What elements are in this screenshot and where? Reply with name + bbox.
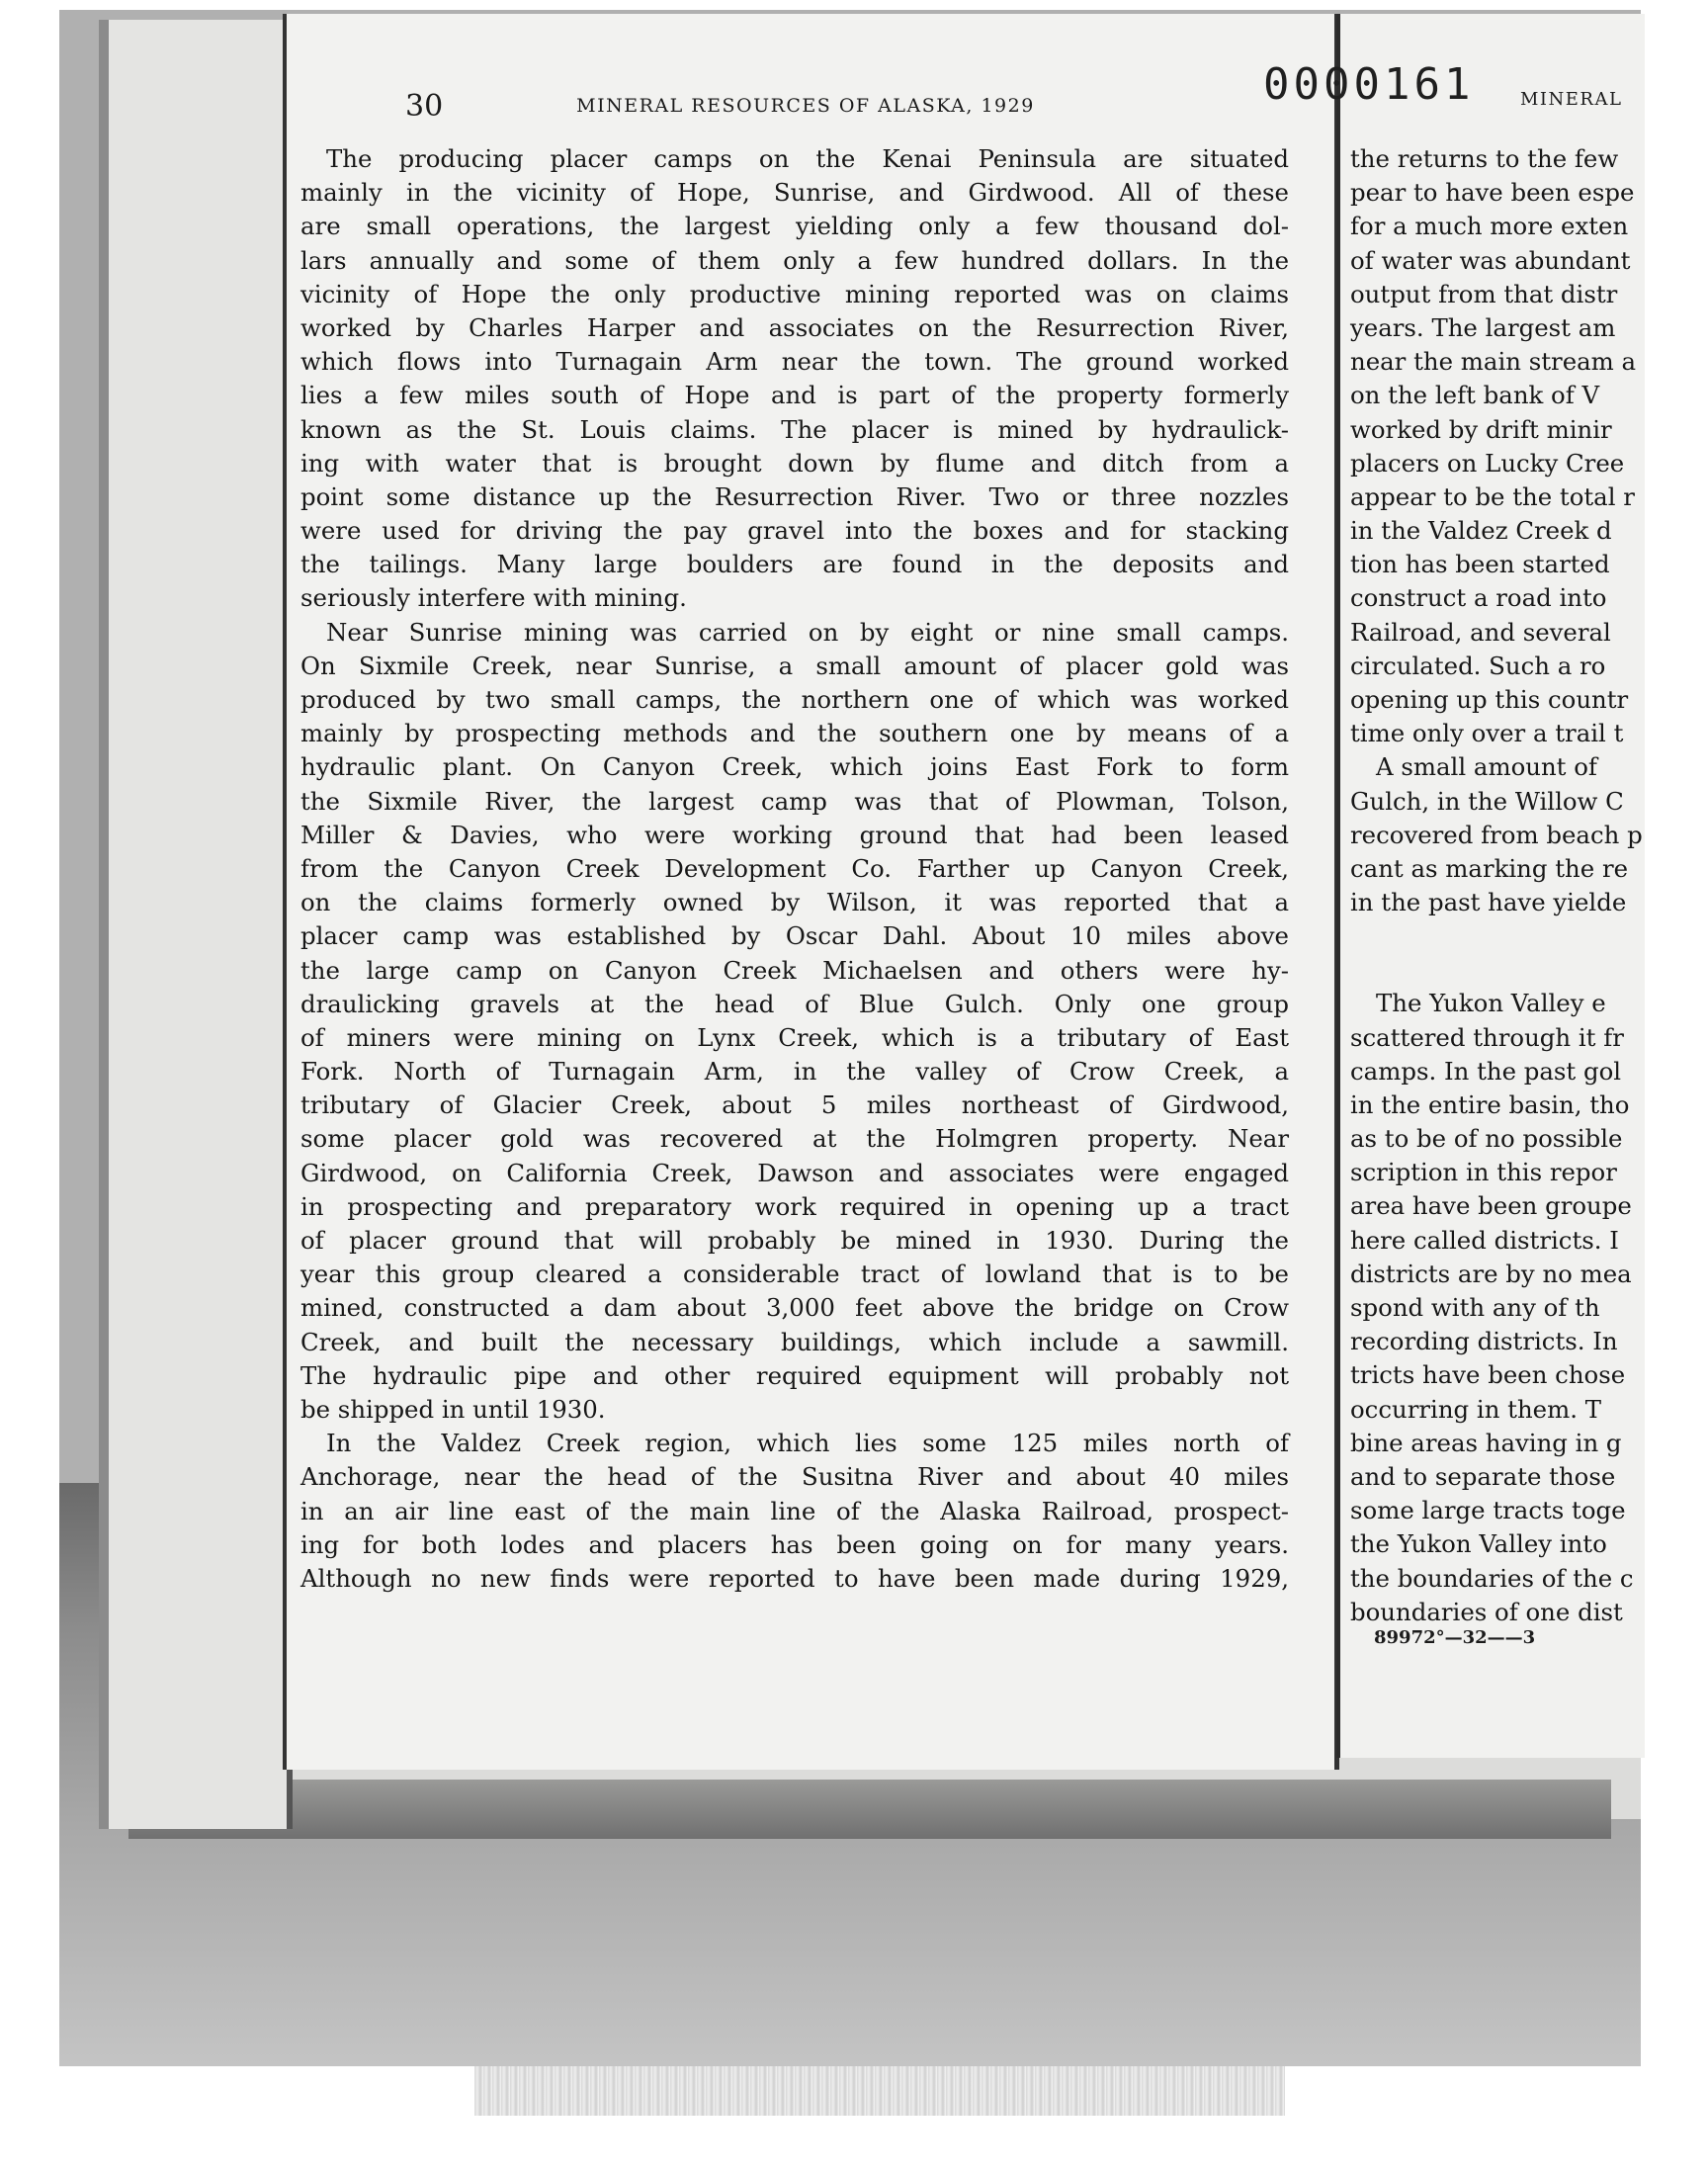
running-head: MINERAL RESOURCES OF ALASKA, 1929 — [576, 95, 1035, 117]
text-line: Fork. North of Turnagain Arm, in the valley of Crow Creek, a — [300, 1057, 1289, 1087]
text-line: and to separate those — [1350, 1461, 1616, 1491]
text-line: worked by Charles Harper and associates on the Resurrection River, — [300, 312, 1289, 342]
text-line: known as the St. Louis claims. The placer is mined by hydraulick- — [300, 414, 1289, 444]
text-line: occurring in them. T — [1350, 1394, 1602, 1424]
text-line: on the claims formerly owned by Wilson, it was reported that a — [300, 888, 1289, 917]
text-line: construct a road into — [1350, 583, 1607, 613]
text-line: the boundaries of the c — [1350, 1563, 1634, 1593]
text-line: vicinity of Hope the only productive mining reported was on claims — [300, 279, 1289, 308]
text-line: time only over a trail t — [1350, 719, 1624, 748]
text-line: year this group cleared a considerable tract of lowland that is to be — [300, 1260, 1289, 1289]
text-line: of miners were mining on Lynx Creek, which is a tributary of East — [300, 1022, 1289, 1052]
text-line: in the past have yielde — [1350, 888, 1627, 917]
text-line: on the left bank of V — [1350, 381, 1600, 410]
text-line: of placer ground that will probably be mined in 1930. During the — [300, 1226, 1289, 1255]
text-line: recovered from beach p — [1350, 820, 1643, 849]
text-line: Although no new finds were reported to have been made during 1929, — [300, 1563, 1289, 1593]
text-line: in an air line east of the main line of the Alaska Railroad, prospect- — [300, 1496, 1289, 1525]
text-line: placer camp was established by Oscar Dahl. About 10 miles above — [300, 921, 1289, 951]
text-line: On Sixmile Creek, near Sunrise, a small amount of placer gold was — [300, 651, 1289, 680]
text-line: Gulch, in the Willow C — [1350, 786, 1624, 816]
text-line: the returns to the few — [1350, 144, 1619, 173]
text-line: output from that distr — [1350, 279, 1618, 308]
text-line: Miller & Davies, who were working ground that had been leased — [300, 820, 1289, 849]
text-line: tricts have been chose — [1350, 1360, 1626, 1390]
text-line: mined, constructed a dam about 3,000 feet above the bridge on Crow — [300, 1293, 1289, 1323]
text-line: draulicking gravels at the head of Blue Gulch. Only one group — [300, 989, 1289, 1018]
text-line: area have been groupe — [1350, 1191, 1632, 1221]
text-line: cant as marking the re — [1350, 853, 1629, 883]
text-line: opening up this countr — [1350, 685, 1629, 714]
text-line: worked by drift minir — [1350, 414, 1612, 444]
text-line: in the entire basin, tho — [1350, 1089, 1630, 1119]
text-line: the Sixmile River, the largest camp was that of Plowman, Tolson, — [300, 786, 1289, 816]
body-text-right — [1350, 142, 1645, 1629]
running-head-right: MINERAL — [1520, 89, 1623, 110]
text-line: camps. In the past gol — [1350, 1056, 1622, 1086]
text-line: districts are by no mea — [1350, 1259, 1632, 1288]
text-line: were used for driving the pay gravel into the boxes and for stacking — [300, 516, 1289, 546]
signature-mark: 89972°—32——3 — [1374, 1627, 1536, 1648]
text-line: In the Valdez Creek region, which lies some 125 miles north of — [326, 1429, 1289, 1458]
text-line: ing for both lodes and placers has been going on for many years. — [300, 1529, 1289, 1559]
text-line: in the Valdez Creek d — [1350, 516, 1612, 546]
stamp-number: 0000161 — [1263, 59, 1475, 110]
section-gap — [1350, 919, 1645, 987]
text-line: appear to be the total r — [1350, 481, 1635, 511]
text-line: tion has been started — [1350, 550, 1610, 579]
page-30 — [283, 14, 1339, 1770]
text-line: lies a few miles south of Hope and is part of the property formerly — [300, 381, 1289, 410]
text-line: Anchorage, near the head of the Susitna River and about 40 miles — [300, 1462, 1289, 1492]
text-line: the tailings. Many large boulders are found in the deposits and — [300, 550, 1289, 579]
text-line: Girdwood, on California Creek, Dawson and associates were engaged — [300, 1158, 1289, 1187]
page-number: 30 — [405, 89, 444, 124]
text-line: lars annually and some of them only a few hundred dollars. In the — [300, 245, 1289, 275]
text-line: spond with any of th — [1350, 1293, 1600, 1322]
text-line: which flows into Turnagain Arm near the town. The ground worked — [300, 347, 1289, 377]
text-line: the Yukon Valley into — [1350, 1529, 1607, 1559]
text-line: Near Sunrise mining was carried on by eight or nine small camps. — [326, 617, 1289, 647]
text-line: of water was abundant — [1350, 245, 1631, 275]
text-line: near the main stream a — [1350, 347, 1637, 377]
text-line: ing with water that is brought down by flume and ditch from a — [300, 448, 1289, 478]
text-line: circulated. Such a ro — [1350, 651, 1606, 680]
text-line: The producing placer camps on the Kenai Peninsula are situated — [326, 144, 1289, 173]
text-line: placers on Lucky Cree — [1350, 448, 1625, 478]
text-line: scription in this repor — [1350, 1158, 1617, 1187]
text-line: The hydraulic pipe and other required equipment will probably not — [300, 1360, 1289, 1390]
text-line: tributary of Glacier Creek, about 5 miles northeast of Girdwood, — [300, 1090, 1289, 1120]
text-line: Railroad, and several — [1350, 617, 1611, 647]
page-31-partial — [1336, 14, 1645, 1758]
binding-spine — [99, 20, 293, 1829]
text-line: some placer gold was recovered at the Holmgren property. Near — [300, 1124, 1289, 1154]
text-line: the large camp on Canyon Creek Michaelsen and others were hy- — [300, 955, 1289, 985]
text-line: some large tracts toge — [1350, 1496, 1626, 1525]
scan-artifact — [474, 2066, 1285, 2116]
text-line: seriously interfere with mining. — [300, 583, 687, 613]
text-line: boundaries of one dist — [1350, 1597, 1623, 1626]
text-line: produced by two small camps, the northern one of which was worked — [300, 685, 1289, 714]
body-text — [300, 142, 1289, 1596]
text-line: in prospecting and preparatory work required in opening up a tract — [300, 1191, 1289, 1221]
text-line: point some distance up the Resurrection River. Two or three nozzles — [300, 481, 1289, 511]
text-line: hydraulic plant. On Canyon Creek, which joins East Fork to form — [300, 752, 1289, 782]
text-line: Creek, and built the necessary buildings, which include a sawmill. — [300, 1327, 1289, 1356]
binding-board-edge — [128, 1780, 1611, 1839]
text-line: as to be of no possible — [1350, 1124, 1623, 1154]
text-line: mainly by prospecting methods and the southern one by means of a — [300, 719, 1289, 748]
text-line: here called districts. I — [1350, 1225, 1619, 1255]
text-line: years. The largest am — [1350, 312, 1616, 342]
text-line: bine areas having in g — [1350, 1428, 1622, 1457]
text-line: mainly in the vicinity of Hope, Sunrise, and Girdwood. All of these — [300, 178, 1289, 208]
text-line: A small amount of — [1376, 752, 1597, 782]
text-line: pear to have been espe — [1350, 178, 1635, 208]
text-line: from the Canyon Creek Development Co. Farther up Canyon Creek, — [300, 853, 1289, 883]
text-line: for a much more exten — [1350, 212, 1629, 241]
text-line: scattered through it fr — [1350, 1022, 1624, 1052]
text-line: be shipped in until 1930. — [300, 1394, 606, 1424]
text-line: recording districts. In — [1350, 1327, 1618, 1356]
text-line: The Yukon Valley e — [1376, 989, 1606, 1018]
text-line: are small operations, the largest yielding only a few thousand dol- — [300, 212, 1289, 241]
